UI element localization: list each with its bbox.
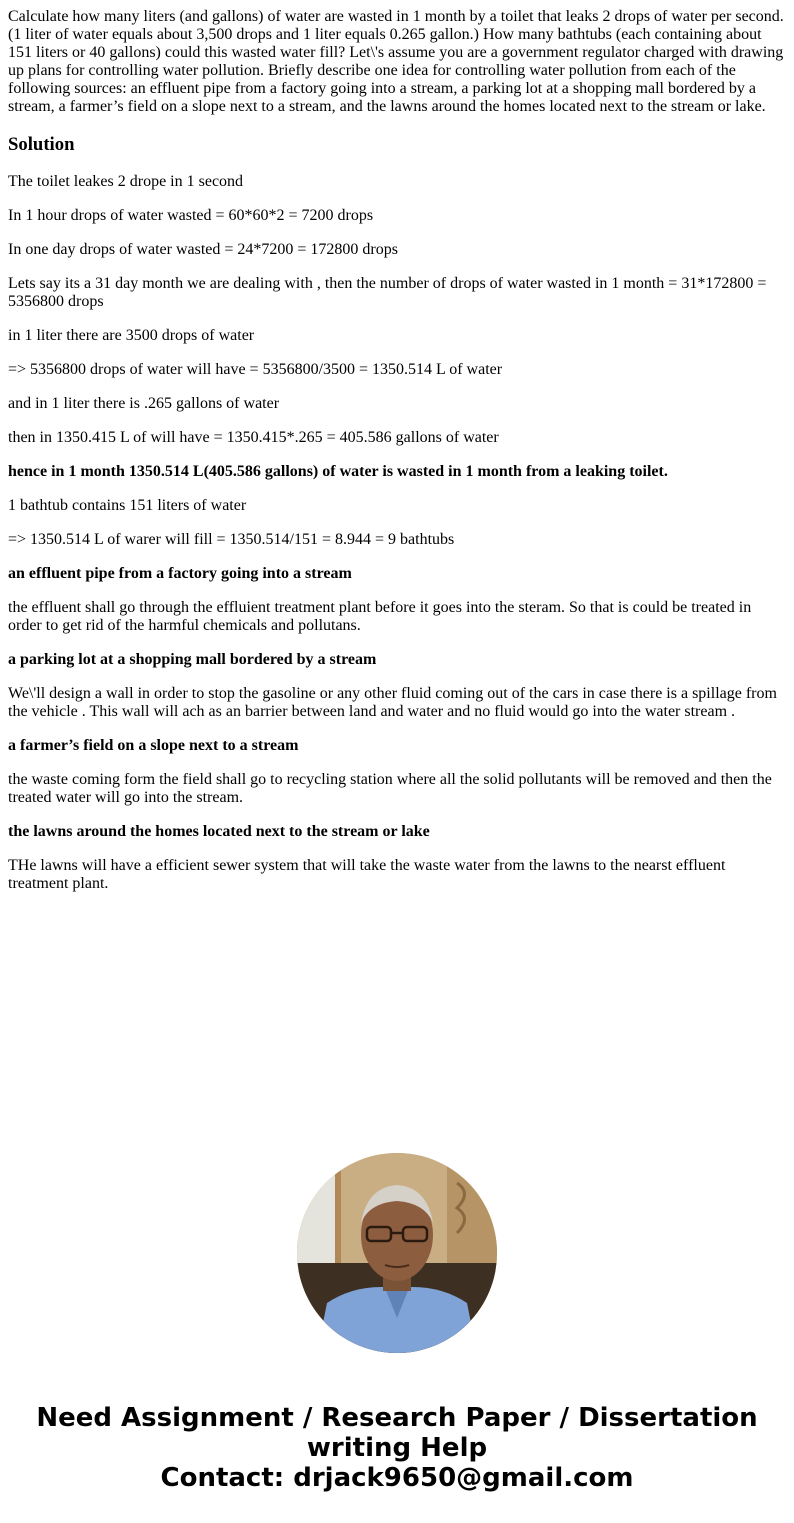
promo-contact: Contact: drjack9650@gmail.com	[160, 1463, 634, 1493]
source-heading-factory: an effluent pipe from a factory going into a stream	[8, 565, 352, 582]
solution-paragraph: The toilet leakes 2 drope in 1 second	[8, 173, 244, 190]
document-content	[8, 8, 786, 909]
solution-paragraph: => 5356800 drops of water will have = 5356800/3500 = 1350.514 L of water	[8, 361, 503, 378]
solution-paragraph: We\'ll design a wall in order to stop the gasoline or any other fluid coming out of the cars in case there is a spillage from the vehicle . This wall will ach as an barrier between land and water and no fluid would go into the water stream .	[8, 685, 777, 720]
solution-paragraph: In 1 hour drops of water wasted = 60*60*2 = 7200 drops	[8, 207, 374, 224]
solution-paragraph: THe lawns will have a efficient sewer system that will take the waste water from the lawns to the nearst effluent treatment plant.	[8, 857, 726, 892]
solution-paragraph: and in 1 liter there is .265 gallons of water	[8, 395, 280, 412]
source-heading-farm: a farmer’s field on a slope next to a stream	[8, 737, 299, 754]
promo-line: Need Assignment / Research Paper / Dissertation	[36, 1403, 758, 1433]
source-heading-parking-lot: a parking lot at a shopping mall bordered by a stream	[8, 651, 377, 668]
solution-body	[8, 173, 786, 893]
solution-paragraph: the effluent shall go through the effluient treatment plant before it goes into the steram. So that is could be treated in order to get rid of the harmful chemicals and pollutans.	[8, 599, 752, 634]
source-heading-lawns: the lawns around the homes located next to the stream or lake	[8, 823, 430, 840]
solution-conclusion: hence in 1 month 1350.514 L(405.586 gallons) of water is wasted in 1 month from a leaking toilet.	[8, 463, 668, 480]
solution-paragraph: 1 bathtub contains 151 liters of water	[8, 497, 247, 514]
solution-paragraph: then in 1350.415 L of will have = 1350.415*.265 = 405.586 gallons of water	[8, 429, 499, 446]
author-avatar	[297, 1153, 497, 1353]
solution-paragraph: => 1350.514 L of warer will fill = 1350.514/151 = 8.944 = 9 bathtubs	[8, 531, 455, 548]
solution-paragraph: Lets say its a 31 day month we are dealing with , then the number of drops of water wasted in 1 month = 31*172800 = 5356800 drops	[8, 275, 767, 310]
solution-paragraph: in 1 liter there are 3500 drops of water	[8, 327, 255, 344]
avatar-portrait-image	[297, 1153, 497, 1353]
promo-line: writing Help	[306, 1433, 488, 1463]
solution-paragraph: the waste coming form the field shall go to recycling station where all the solid pollutants will be removed and then the treated water will go into the stream.	[8, 771, 772, 806]
solution-paragraph: In one day drops of water wasted = 24*7200 = 172800 drops	[8, 241, 398, 258]
solution-heading: Solution	[8, 134, 75, 155]
promo-banner	[0, 1403, 794, 1493]
question-text: Calculate how many liters (and gallons) of water are wasted in 1 month by a toilet that leaks 2 drops of water per second. (1 liter of water equals about 3,500 drops and 1 liter equals 0.265 gallon.) How many bathtubs (each containing about 151 liters or 40 gallons) could this wasted water fill? Let\'s assume you are a government regulator charged with drawing up plans for controlling water pollution. Briefly describe one idea for controlling water pollution from each of the following sources: an effluent pipe from a factory going into a stream, a parking lot at a shopping mall bordered by a stream, a farmer’s field on a slope next to a stream, and the lawns around the homes located next to the stream or lake.	[8, 8, 784, 115]
